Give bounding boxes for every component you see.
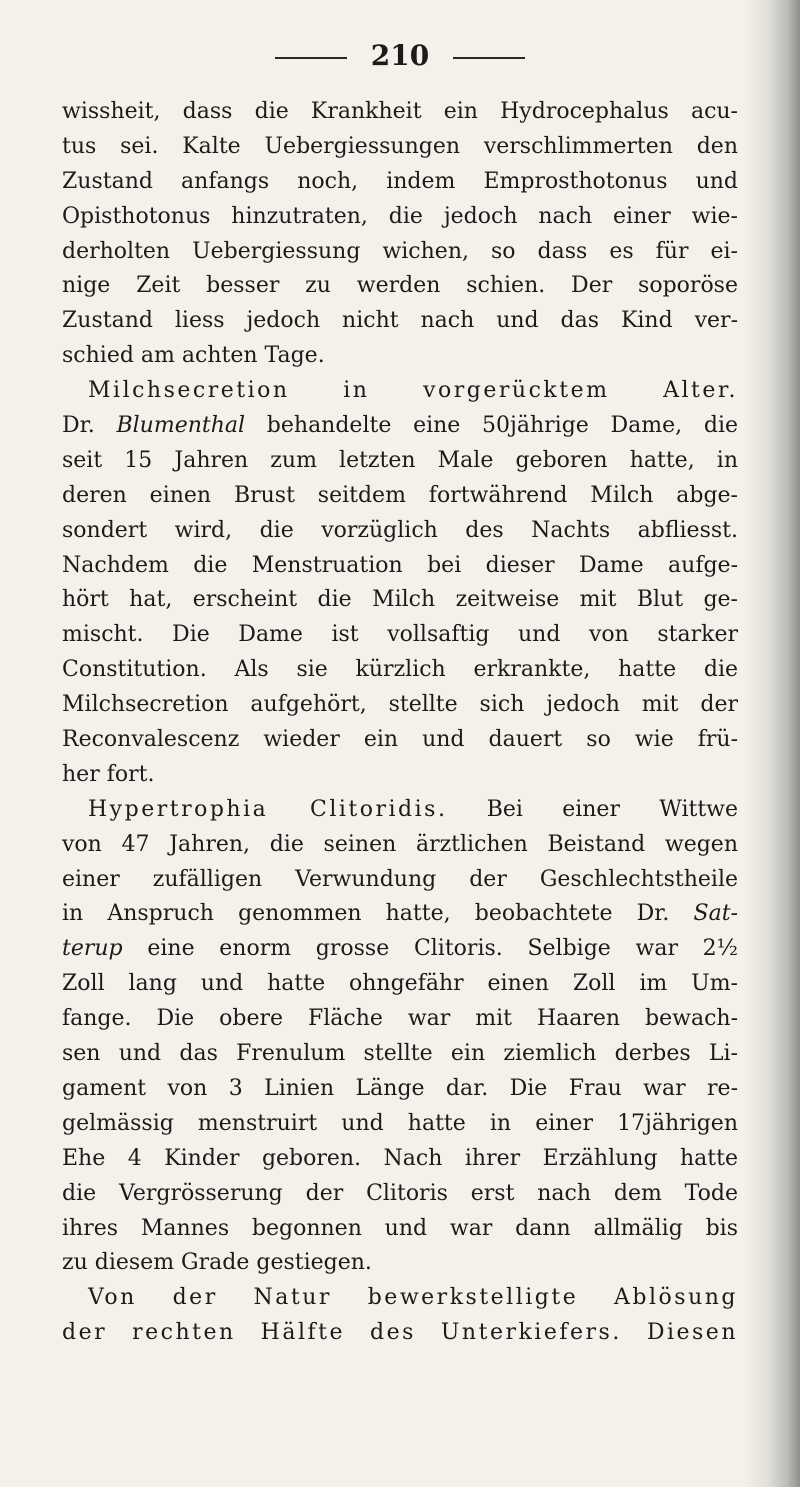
text-line: deren einen Brust seitdem fortwährend Milch abge- (62, 482, 738, 508)
author-name: Blumenthal (116, 413, 246, 439)
text-line: derholten Uebergiessung wichen, so dass es für ei- (62, 238, 738, 264)
text-line: fange. Die obere Fläche war mit Haaren bewach- (62, 1006, 738, 1032)
text-line: der rechten Hälfte des Unterkiefers. Diesen (62, 1320, 738, 1346)
body-text (62, 95, 738, 1351)
section-heading-milchsecretion: Milchsecretion in vorgerücktem Alter. (88, 378, 738, 404)
text-line: sondert wird, die vorzüglich des Nachts abfliesst. (62, 517, 738, 543)
text-line: Zustand anfangs noch, indem Emprosthotonus und (62, 168, 738, 194)
text-line: Opisthotonus hinzutraten, die jedoch nach einer wie- (62, 203, 738, 229)
section-heading-hypertrophia: Hypertrophia Clitoridis. (88, 796, 448, 822)
text-line: Zustand liess jedoch nicht nach und das Kind ver- (62, 308, 738, 334)
text-line: Zoll lang und hatte ohngefähr einen Zoll im Um- (62, 971, 738, 997)
text-line: die Vergrösserung der Clitoris erst nach dem Tode (62, 1180, 738, 1206)
text-line (62, 932, 738, 967)
text-line: Milchsecretion aufgehört, stellte sich jedoch mit der (62, 692, 738, 718)
text-line: zu diesem Grade gestiegen. (62, 1250, 372, 1276)
header-rule-left (275, 57, 347, 59)
text-line: tus sei. Kalte Uebergiessungen verschlimmerten den (62, 133, 738, 159)
text-fragment: behandelte eine 50jährige Dame, die (266, 413, 739, 439)
text-line: mischt. Die Dame ist vollsaftig und von starker (62, 622, 738, 648)
text-line: seit 15 Jahren zum letzten Male geboren hatte, in (62, 447, 738, 473)
author-name: Sat- (693, 901, 738, 927)
header-rule-right (453, 57, 525, 59)
text-line (62, 409, 738, 444)
text-line (62, 793, 738, 828)
author-name: terup (62, 936, 123, 962)
text-line: von 47 Jahren, die seinen ärztlichen Beistand wegen (62, 831, 738, 857)
page-header (0, 38, 800, 74)
page-number: 210 (370, 39, 430, 72)
text-line: Nachdem die Menstruation bei dieser Dame aufge- (62, 552, 738, 578)
text-line: nige Zeit besser zu werden schien. Der soporöse (62, 273, 738, 299)
text-line: gament von 3 Linien Länge dar. Die Frau war re- (62, 1075, 738, 1101)
text-line: schied am achten Tage. (62, 343, 325, 369)
text-line: hört hat, erscheint die Milch zeitweise mit Blut ge- (62, 587, 738, 613)
text-line: Reconvalescenz wieder ein und dauert so wie frü- (62, 727, 738, 753)
text-line: Ehe 4 Kinder geboren. Nach ihrer Erzählung hatte (62, 1145, 738, 1171)
text-line: wissheit, dass die Krankheit ein Hydrocephalus acu- (62, 99, 738, 124)
text-line: sen und das Frenulum stellte ein ziemlich derbes Li- (62, 1041, 738, 1067)
text-fragment: in Anspruch genommen hatte, beobachtete Dr. (62, 901, 670, 927)
text-line: ihres Mannes begonnen und war dann allmälig bis (62, 1215, 738, 1241)
section-heading-ablosung: Von der Natur bewerkstelligte Ablösung (88, 1285, 738, 1311)
text-fragment: Bei einer Wittwe (486, 796, 739, 822)
text-fragment: Dr. (62, 413, 95, 439)
text-line: gelmässig menstruirt und hatte in einer 17jährigen (62, 1110, 738, 1136)
text-line: einer zufälligen Verwundung der Geschlechtstheile (62, 866, 738, 892)
text-line (62, 897, 738, 932)
text-fragment: eine enorm grosse Clitoris. Selbige war 2½ (147, 936, 738, 962)
text-line: Constitution. Als sie kürzlich erkrankte, hatte die (62, 657, 738, 683)
text-line: her fort. (62, 761, 155, 787)
page-edge-shadow (770, 0, 800, 1487)
